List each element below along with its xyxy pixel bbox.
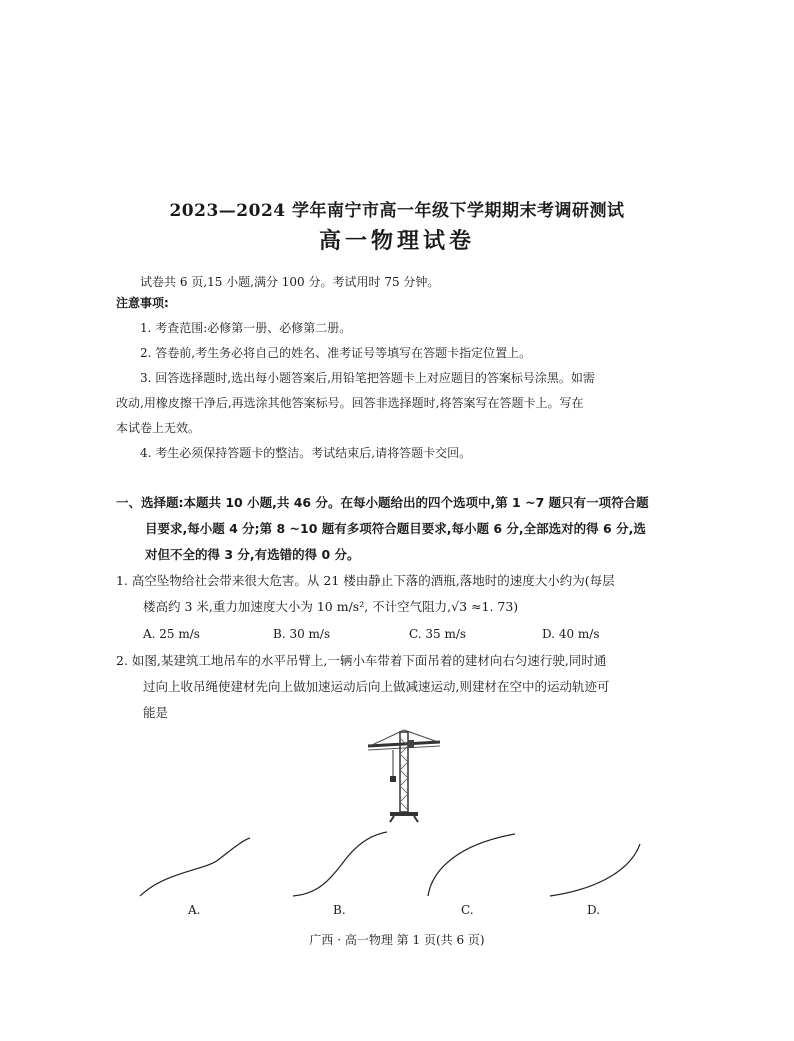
q1-option-b: B. 30 m/s	[273, 627, 331, 641]
trajectory-curve-c	[428, 834, 515, 896]
notice-heading: 注意事项:	[116, 296, 169, 310]
q1-option-d: D. 40 m/s	[542, 627, 600, 641]
trajectory-curve-b	[293, 832, 387, 896]
q1-option-a: A. 25 m/s	[143, 627, 200, 641]
section-instruction-line-3: 对但不全的得 3 分,有选错的得 0 分。	[145, 547, 360, 562]
notice-item-3-cont: 改动,用橡皮擦干净后,再选涂其他答案标号。回答非选择题时,将答案写在答题卡上。写在	[116, 396, 584, 410]
question-2-line-1: 2. 如图,某建筑工地吊车的水平吊臂上,一辆小车带着下面吊着的建材向右匀速行驶,同时通	[116, 653, 607, 668]
question-1-line-1: 1. 高空坠物给社会带来很大危害。从 21 楼由静止下落的酒瓶,落地时的速度大小约为(每层	[116, 573, 615, 588]
q1-option-c: C. 35 m/s	[409, 627, 467, 641]
question-2-line-3: 能是	[143, 705, 169, 720]
trajectory-curve-a	[140, 838, 250, 896]
exam-title: 2023—2024 学年南宁市高一年级下学期期末考调研测试	[169, 201, 625, 221]
trajectory-label-c: C.	[461, 903, 474, 917]
question-2-line-2: 过向上收吊绳使建材先向上做加速运动后向上做减速运动,则建材在空中的运动轨迹可	[143, 679, 610, 694]
section-instruction-line-1: 一、选择题:本题共 10 小题,共 46 分。在每小题给出的四个选项中,第 1 ~7 题只有一项符合题	[116, 495, 649, 510]
trajectory-label-d: D.	[587, 903, 601, 917]
trajectory-label-b: B.	[333, 903, 346, 917]
trajectory-label-a: A.	[188, 903, 201, 917]
notice-item-3-end: 本试卷上无效。	[116, 421, 201, 435]
section-instruction-line-2: 目要求,每小题 4 分;第 8 ~10 题有多项符合题目要求,每小题 6 分,全部选对的得 6 分,选	[145, 521, 646, 536]
notice-item-1: 1. 考查范围:必修第一册、必修第二册。	[140, 321, 352, 335]
page-footer: 广西 · 高一物理 第 1 页(共 6 页)	[309, 933, 485, 947]
exam-subtitle: 高一物理试卷	[318, 229, 475, 254]
exam-intro: 试卷共 6 页,15 小题,满分 100 分。考试用时 75 分钟。	[140, 275, 440, 289]
question-1-line-2: 楼高约 3 米,重力加速度大小为 10 m/s², 不计空气阻力,√3 ≈1. 73)	[143, 599, 519, 614]
tower-crane-figure	[360, 728, 444, 824]
trajectory-options	[0, 830, 794, 902]
trajectory-curve-d	[550, 844, 640, 896]
notice-item-4: 4. 考生必须保持答题卡的整洁。考试结束后,请将答题卡交回。	[140, 446, 472, 460]
notice-item-3: 3. 回答选择题时,选出每小题答案后,用铅笔把答题卡上对应题目的答案标号涂黑。如需	[140, 371, 595, 385]
notice-item-2: 2. 答卷前,考生务必将自己的姓名、准考证号等填写在答题卡指定位置上。	[140, 346, 532, 360]
